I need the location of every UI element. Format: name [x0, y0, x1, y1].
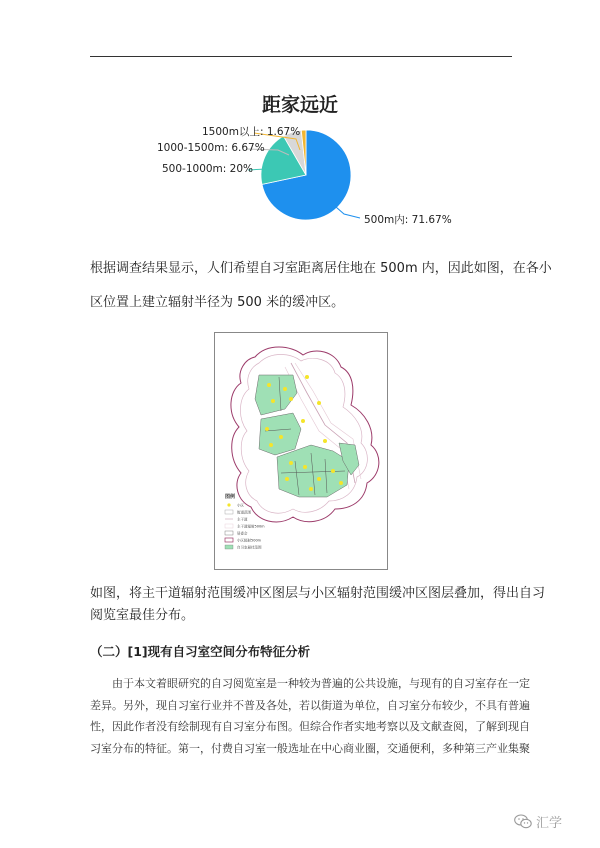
wechat-icon [514, 814, 532, 829]
chart-title: 距家远近 [261, 94, 338, 116]
paragraph-survey-line-2: 区位置上建立辐射半径为 500 米的缓冲区。 [90, 295, 345, 310]
legend [225, 503, 265, 550]
legend-item-5: 小区辐射500m [237, 538, 262, 543]
green-zone-2 [259, 413, 301, 455]
legend-item-1: 街道范围 [237, 510, 251, 515]
buffer-map [215, 333, 387, 569]
body-text [90, 673, 530, 759]
paragraph-survey [90, 258, 552, 314]
pie-chart [0, 0, 600, 240]
legend-item-3: 主干道辐射500m [237, 524, 265, 529]
label-500m-inner: 500m内: 71.67% [364, 214, 452, 226]
legend-title: 图例 [225, 494, 236, 500]
body-line-3: 性，因此作者没有绘制现有自习室分布图。但综合作者实地考察以及文献查阅，了解到现自 [90, 720, 530, 733]
body-line-2: 差异。另外，现自习室行业并不普及各处，若以街道为单位，自习室分布较少，不具有普遍 [90, 698, 530, 712]
legend-item-6: 自习室最佳范围 [237, 545, 262, 550]
legend-item-0: 小区 [237, 503, 244, 508]
watermark-text: 汇学 [536, 816, 563, 831]
legend-item-4: 居委会 [237, 531, 248, 536]
legend-item-2: 主干道 [237, 517, 248, 522]
body-line-4: 习室分布的特征。第一，付费自习室一般选址在中心商业圈，交通便利，多种第三产业集聚 [90, 741, 530, 755]
green-zone-1 [255, 375, 297, 415]
paragraph-overlay [90, 583, 546, 627]
buffer-map-figure [214, 332, 388, 570]
label-500-1000m: 500-1000m: 20% [162, 163, 253, 175]
label-1500m-plus: 1500m以上: 1.67% [202, 126, 301, 138]
label-1000-1500m: 1000-1500m: 6.67% [157, 142, 265, 154]
section-heading: （二）[1]现有自习室空间分布特征分析 [90, 644, 311, 659]
watermark [514, 812, 562, 831]
paragraph-overlay-line-2: 阅览室最佳分布。 [90, 608, 195, 623]
paragraph-survey-line-1: 根据调查结果显示，人们希望自习室距离居住地在 500m 内，因此如图，在各小 [90, 261, 552, 276]
body-line-1: 由于本文着眼研究的自习阅览室是一种较为普遍的公共设施，与现有的自习室存在一定 [112, 677, 530, 690]
paragraph-overlay-line-1: 如图，将主干道辐射范围缓冲区图层与小区辐射范围缓冲区图层叠加，得出自习 [90, 586, 546, 601]
